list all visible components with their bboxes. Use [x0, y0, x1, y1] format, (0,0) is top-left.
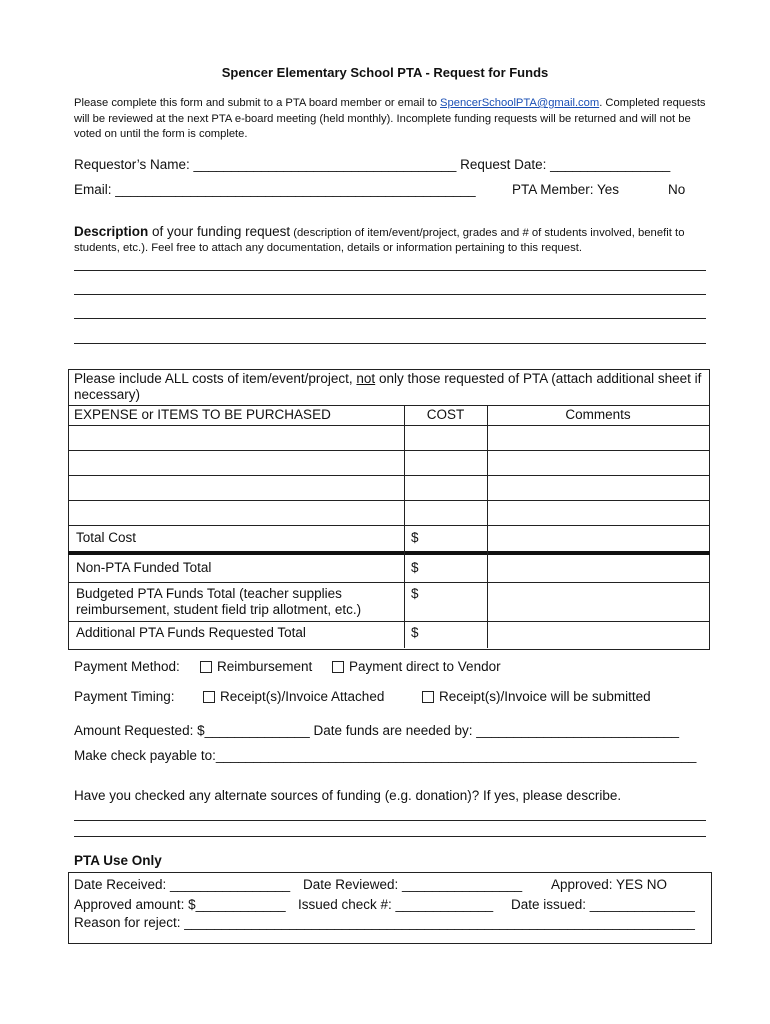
table-rule	[68, 475, 710, 476]
date-issued: Date issued: ______________	[511, 897, 695, 912]
receipt-attached-label: Receipt(s)/Invoice Attached	[220, 689, 385, 704]
instr-underline: not	[356, 371, 376, 386]
description-detail: (description of item/event/project, grades and # of students involved, benefit to students, etc.). Feel free to attach any documentation, details or information pertaining to this request.	[74, 227, 685, 254]
description-line[interactable]	[74, 343, 706, 344]
additional-label: Additional PTA Funds Requested Total	[76, 625, 306, 640]
table-rule	[68, 425, 710, 426]
table-col-divider	[487, 405, 488, 648]
approved-yes-no: Approved: YES NO	[551, 877, 668, 892]
reimbursement-checkbox[interactable]	[200, 661, 212, 673]
reason-for-reject: Reason for reject: ____________________________________________________________________	[74, 915, 695, 930]
table-rule	[68, 405, 710, 406]
receipt-submitted-checkbox[interactable]	[422, 691, 434, 703]
table-rule	[68, 450, 710, 451]
approved-amount: Approved amount: $____________	[74, 897, 286, 912]
intro-line1: Please complete this form and submit to a PTA board member or email to	[74, 97, 441, 109]
issued-check: Issued check #: _____________	[298, 897, 494, 912]
alt-sources-question: Have you checked any alternate sources of funding (e.g. donation)? If yes, please describe.	[74, 788, 622, 803]
header-cost: COST	[426, 407, 465, 422]
alt-sources-line[interactable]	[74, 836, 706, 837]
payment-method-label: Payment Method:	[74, 659, 180, 674]
non-pta-dollar: $	[411, 560, 419, 575]
alt-sources-line[interactable]	[74, 820, 706, 821]
table-rule	[68, 582, 710, 583]
direct-vendor-label: Payment direct to Vendor	[349, 659, 501, 674]
intro-line1-end: .	[599, 97, 603, 109]
description-line[interactable]	[74, 318, 706, 319]
date-received: Date Received: ________________	[74, 877, 291, 892]
email-line[interactable]: Email: ________________________________________________	[74, 182, 476, 197]
additional-dollar: $	[411, 625, 419, 640]
description-lead: of your funding request	[148, 224, 291, 239]
payment-timing-label: Payment Timing:	[74, 689, 175, 704]
instr-post: only those requested of PTA (attach additional sheet if necessary)	[74, 371, 702, 402]
table-rule	[68, 621, 710, 622]
direct-vendor-checkbox[interactable]	[332, 661, 344, 673]
instr-pre: Please include ALL costs of item/event/project,	[74, 371, 357, 386]
pta-use-heading: PTA Use Only	[74, 853, 162, 868]
date-reviewed: Date Reviewed: ________________	[303, 877, 523, 892]
table-rule	[68, 500, 710, 501]
pta-member-no[interactable]: No	[668, 182, 686, 197]
total-cost-dollar: $	[411, 530, 419, 545]
description-prompt	[74, 224, 714, 256]
budgeted-dollar: $	[411, 586, 419, 601]
receipt-attached-checkbox[interactable]	[203, 691, 215, 703]
budgeted-label: Budgeted PTA Funds Total (teacher supplies reimbursement, student field trip allotment, etc.)	[76, 586, 362, 617]
email-link[interactable]: SpencerSchoolPTA@gmail.com	[440, 97, 600, 109]
receipt-submitted-label: Receipt(s)/Invoice will be submitted	[439, 689, 651, 704]
cost-table-instructions	[74, 371, 704, 403]
table-rule	[68, 525, 710, 526]
reimbursement-label: Reimbursement	[217, 659, 313, 674]
table-col-divider	[404, 405, 405, 648]
total-cost-label: Total Cost	[76, 530, 137, 545]
non-pta-label: Non-PTA Funded Total	[76, 560, 212, 575]
header-expense: EXPENSE or ITEMS TO BE PURCHASED	[74, 407, 331, 422]
amount-requested-line[interactable]: Amount Requested: $______________ Date funds are needed by: ___________________________	[74, 723, 680, 738]
header-comments: Comments	[565, 407, 631, 422]
description-lead-bold: Description	[74, 224, 149, 239]
requestor-line[interactable]: Requestor’s Name: ___________________________________ Request Date: ________________	[74, 157, 671, 172]
pta-member-yes[interactable]: PTA Member: Yes	[512, 182, 620, 197]
thick-divider	[68, 551, 710, 555]
intro-text	[74, 96, 714, 143]
description-line[interactable]	[74, 270, 706, 271]
page-title: Spencer Elementary School PTA - Request for Funds	[221, 65, 549, 80]
description-line[interactable]	[74, 294, 706, 295]
payable-to-line[interactable]: Make check payable to:________________________________________________________________	[74, 748, 697, 763]
intro-line2: Completed requests will be reviewed at the next PTA e-board meeting (held monthly). Incomplete funding requests will be returned and will not be voted on until the form is complete.	[74, 97, 706, 140]
